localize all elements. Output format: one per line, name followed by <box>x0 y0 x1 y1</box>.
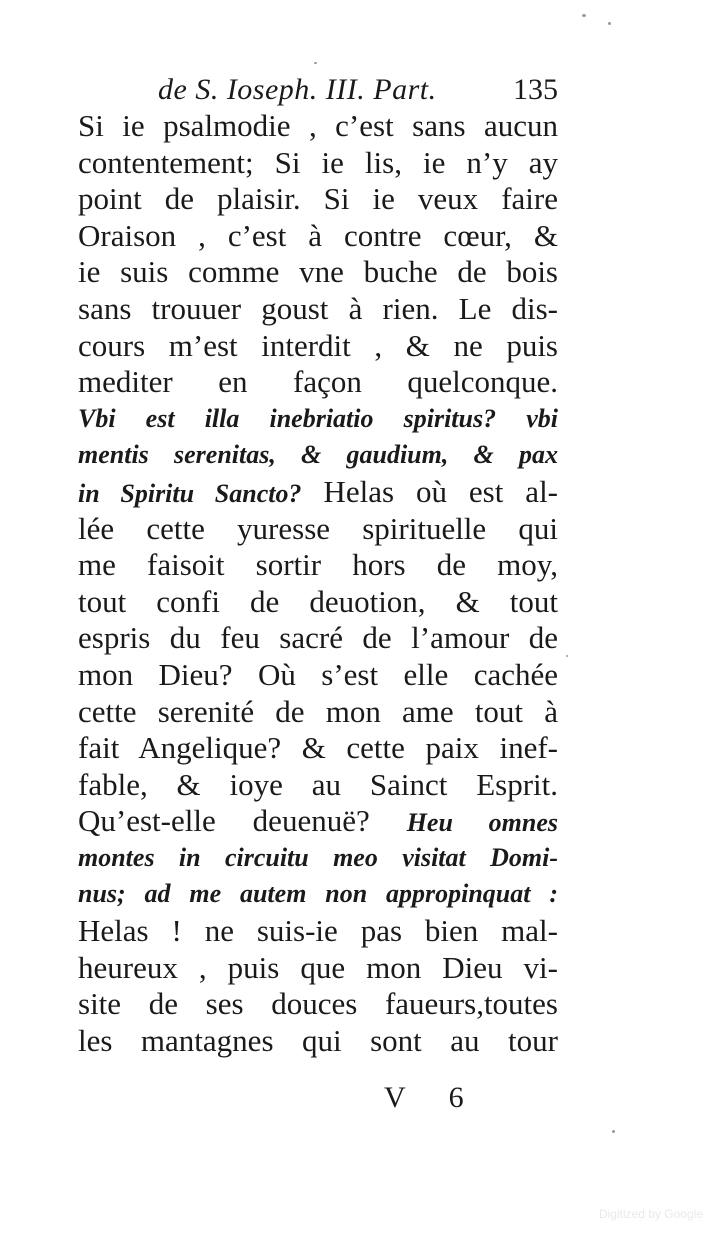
text-line <box>78 803 558 840</box>
text-fragment: Helas où est al- <box>301 473 559 509</box>
ink-speck <box>314 62 317 64</box>
text-line: sans trouuer goust à rien. Le dis- <box>78 290 558 326</box>
text-line: fable, & ioye au Sainct Esprit. <box>78 766 558 802</box>
page-header <box>158 68 558 112</box>
ink-speck <box>566 655 568 657</box>
text-line: me faisoit sortir hors de moy, <box>78 547 558 583</box>
latin-quote-line: Vbi est illa inebriatio spiritus? vbi <box>78 403 558 433</box>
text-line: espris du feu sacré de l’amour de <box>78 620 558 656</box>
latin-quote-fragment: Heu omnes <box>406 808 558 838</box>
text-line: heureux , puis que mon Dieu vi- <box>78 949 558 985</box>
ink-speck <box>612 1130 615 1133</box>
text-line: ie suis comme vne buche de bois <box>78 254 558 290</box>
text-line: cette serenité de mon ame tout à <box>78 693 558 729</box>
text-line: cours m’est interdit , & ne puis <box>78 327 558 363</box>
text-line: les mantagnes qui sont au tour <box>78 1022 558 1058</box>
page-number: 135 <box>513 73 558 106</box>
text-line: site de ses douces faueurs,toutes <box>78 986 558 1022</box>
ink-speck <box>582 14 586 17</box>
text-line <box>78 474 558 511</box>
text-line: lée cette yuresse spirituelle qui <box>78 510 558 546</box>
text-line: mon Dieu? Où s’est elle cachée <box>78 656 558 692</box>
text-line: fait Angelique? & cette paix inef- <box>78 730 558 766</box>
latin-quote-line: nus; ad me autem non appropinquat : <box>78 879 558 909</box>
latin-quote-line: mentis serenitas, & gaudium, & pax <box>78 440 558 470</box>
text-line: point de plaisir. Si ie veux faire <box>78 181 558 217</box>
ink-speck <box>608 22 611 25</box>
body-text <box>78 108 558 1059</box>
text-line: Si ie psalmodie , c’est sans aucun <box>78 108 558 143</box>
text-line: contentement; Si ie lis, ie n’y ay <box>78 144 558 180</box>
signature-mark: V 6 <box>384 1081 482 1114</box>
text-line: Helas ! ne suis-ie pas bien mal- <box>78 913 558 949</box>
latin-quote-line: montes in circuitu meo visitat Domi- <box>78 842 558 872</box>
latin-quote-fragment: in Spiritu Sancto? <box>78 478 302 508</box>
text-fragment: Qu’est-elle deuenuë? <box>78 803 407 839</box>
text-line: mediter en façon quelconque. <box>78 364 558 400</box>
watermark: Digitized by Google <box>598 1207 703 1221</box>
text-line: Oraison , c’est à contre cœur, & <box>78 217 558 253</box>
running-head: de S. Ioseph. III. Part. <box>158 73 437 106</box>
text-line: tout confi de deuotion, & tout <box>78 583 558 619</box>
